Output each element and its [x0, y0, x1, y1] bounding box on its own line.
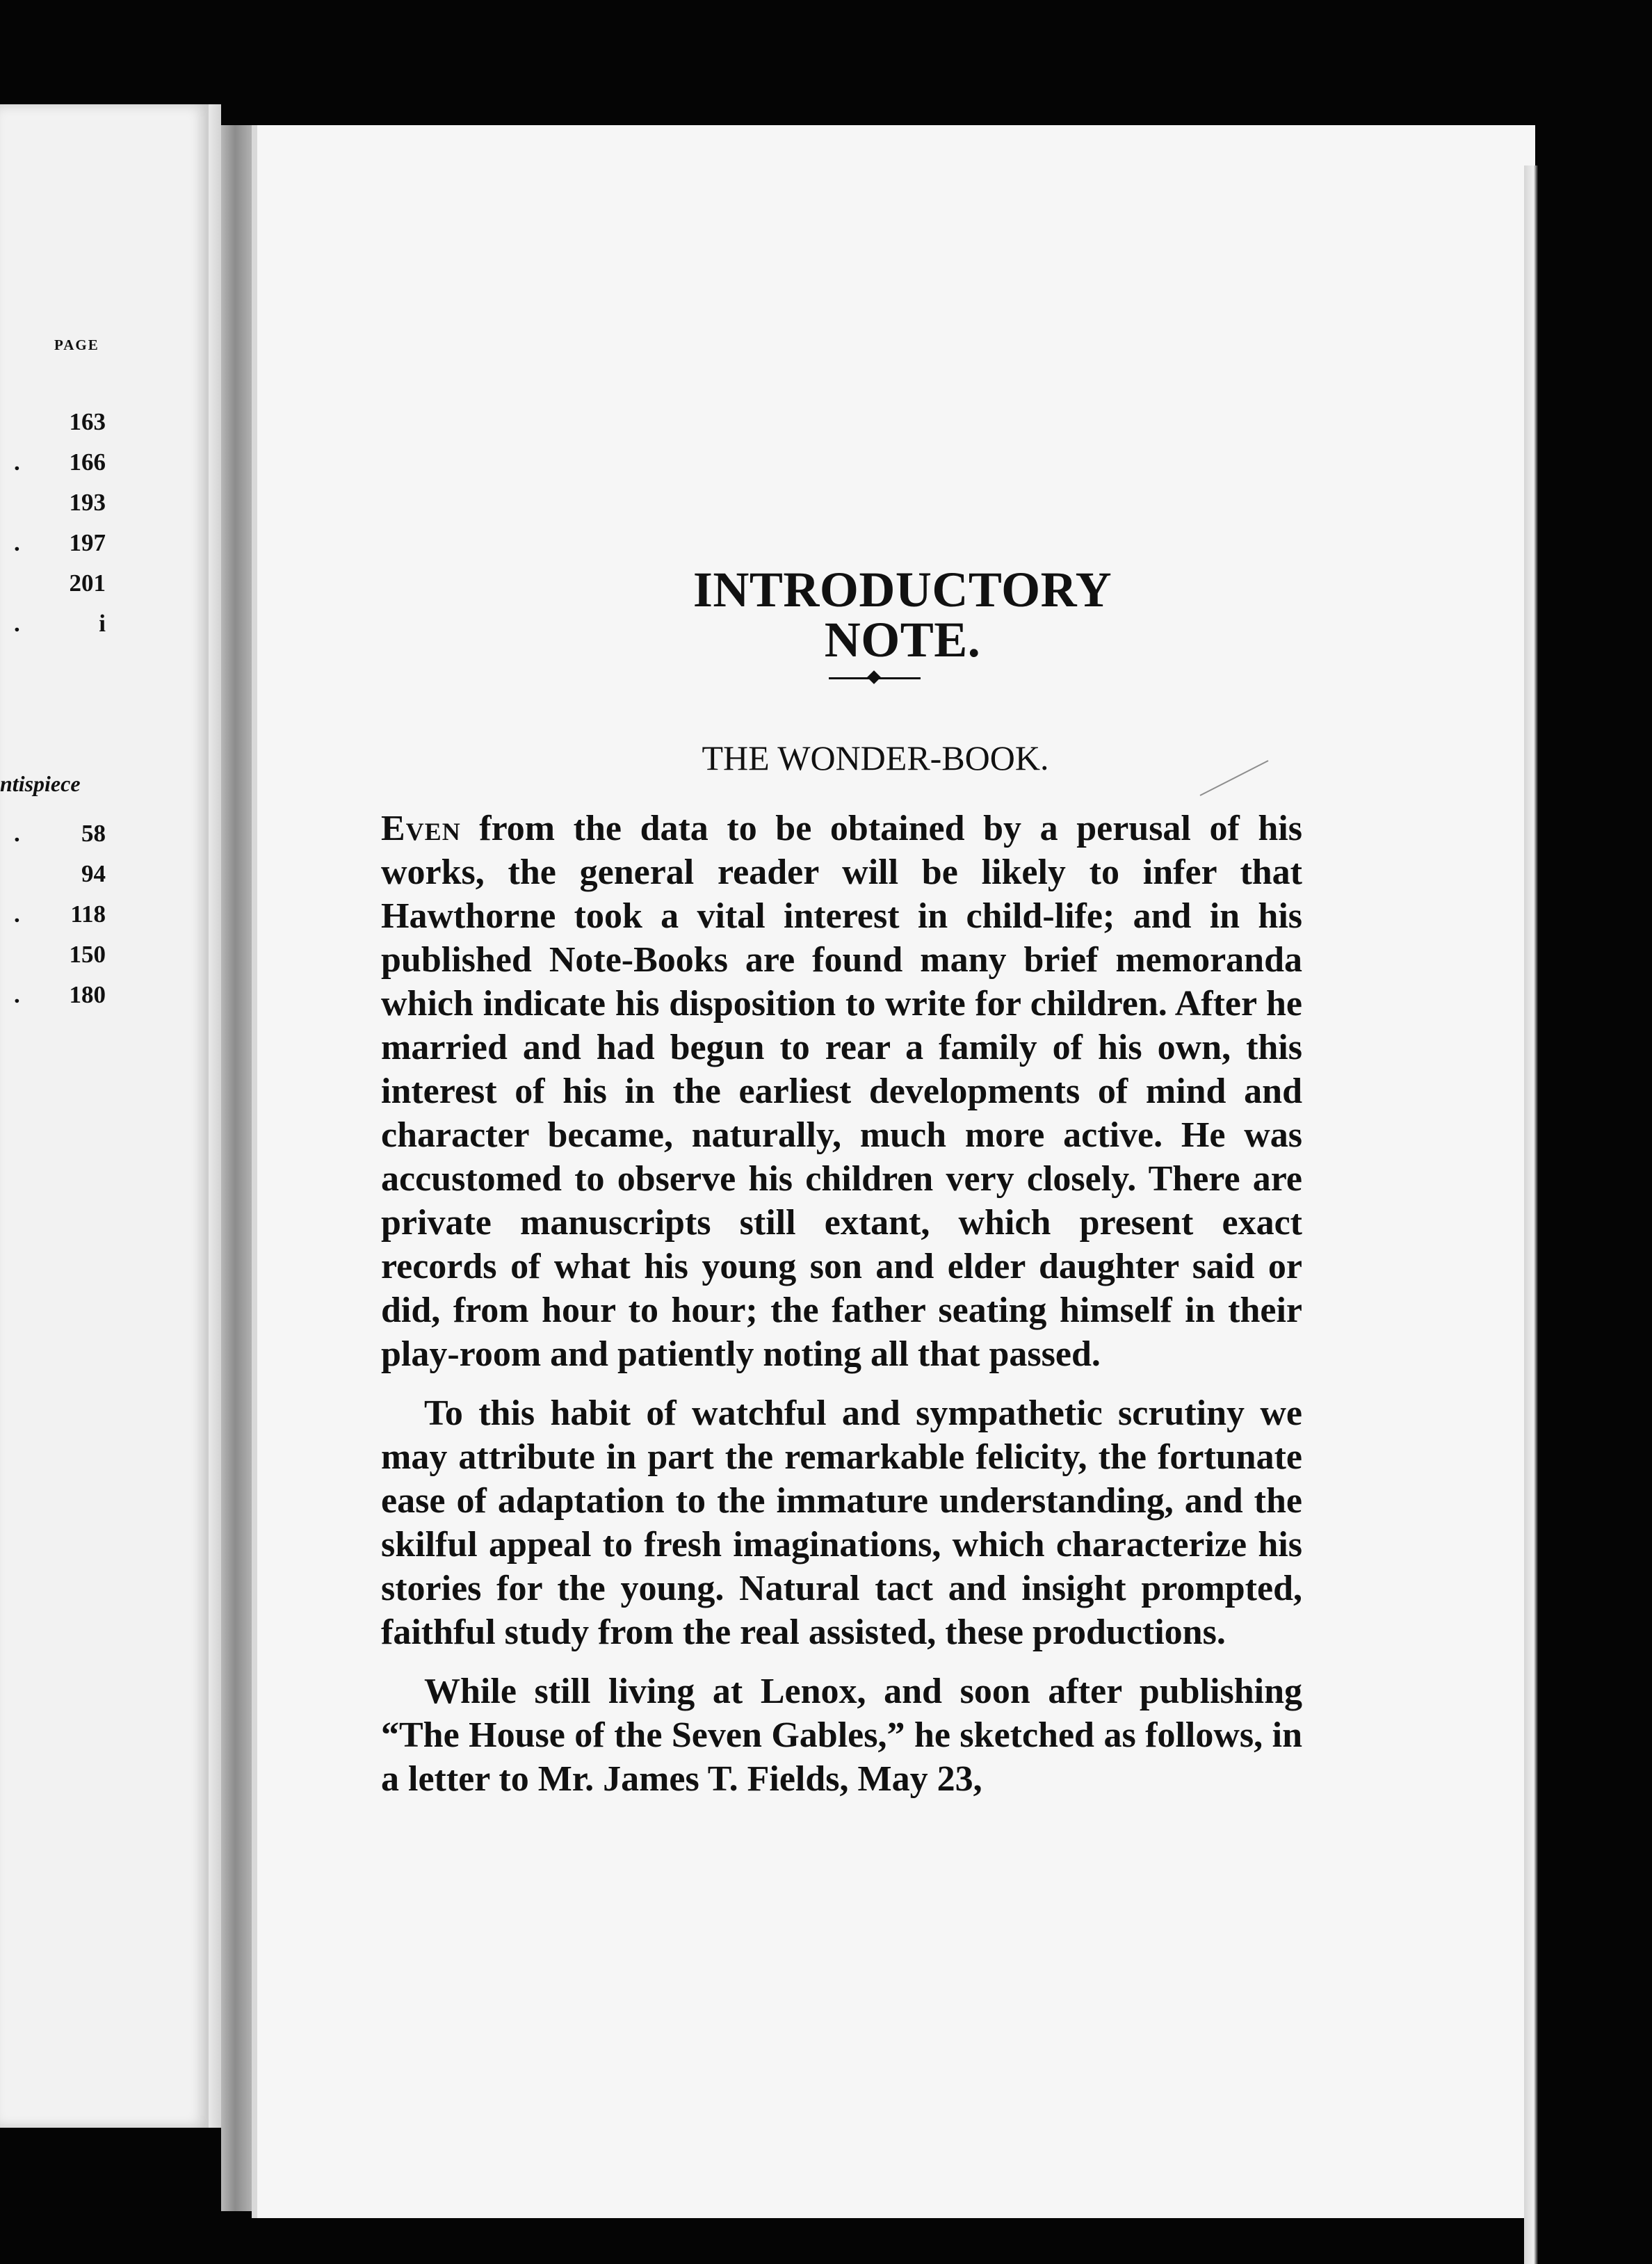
- illustration-dot: .: [14, 820, 20, 847]
- title-ornament: [829, 672, 921, 684]
- illustrations-heading-fragment: ntispiece: [0, 771, 81, 796]
- illustration-row: [0, 894, 106, 935]
- toc-row: [0, 442, 106, 483]
- toc-row: [0, 523, 106, 563]
- section-subtitle: THE WONDER-BOOK.: [702, 738, 1049, 777]
- illustration-page-number: 58: [81, 820, 106, 847]
- ornament-diamond-icon: [867, 670, 881, 684]
- illustrations-page-numbers: [0, 814, 106, 1015]
- body-text: [381, 807, 1302, 1801]
- illustration-dot: .: [14, 981, 20, 1008]
- body-paragraph: To this habit of watchful and sympathetic scrutiny we may attribute in part the remarkable felicity, the fortunate ease of adaptation to the immature understanding, and the skilful appeal to fresh imaginations, which characterize his stories for the young. Natural tact and insight prompted, faithful study from the real assisted, these productions.: [381, 1393, 1302, 1652]
- illustration-dot: .: [14, 900, 20, 928]
- illustration-row: [0, 814, 106, 854]
- illustration-page-number: 94: [81, 860, 106, 887]
- paragraph-text: from the data to be obtained by a perusal of his works, the general reader will be likely to infer that Hawthorne took a vital interest in child-life; and in his published Note-Books are found many brief memoranda which indicate his disposition to write for children. After he married and had begun to rear a family of his own, this interest of his in the earliest developments of mind and character became, naturally, much more active. He was accustomed to observe his children very closely. There are private manuscripts still extant, which present exact records of what his young son and elder daughter said or did, from hour to hour; the father seating himself in their play-room and patiently noting all that passed.: [381, 809, 1302, 1374]
- illustration-page-number: 180: [69, 981, 106, 1008]
- illustration-row: [0, 935, 106, 975]
- toc-dot: .: [14, 610, 20, 637]
- illustration-page-number: 118: [70, 900, 106, 928]
- toc-page-number: 166: [69, 448, 106, 476]
- toc-row: [0, 483, 106, 523]
- toc-page-number: 201: [69, 569, 106, 597]
- illustration-row: [0, 854, 106, 894]
- toc-dot: .: [14, 529, 20, 556]
- toc-page-number: 197: [69, 529, 106, 556]
- toc-page-number: 193: [69, 489, 106, 516]
- toc-row: [0, 402, 106, 442]
- toc-dot: .: [14, 448, 20, 476]
- body-paragraph: [381, 807, 1302, 1376]
- toc-page-header: PAGE: [54, 337, 99, 353]
- page-title: INTRODUCTORY NOTE.: [693, 562, 1112, 668]
- right-page-edge: [1524, 165, 1538, 2264]
- toc-page-number: i: [99, 610, 106, 637]
- toc-page-number: 163: [69, 408, 106, 435]
- illustration-page-number: 150: [69, 941, 106, 968]
- toc-row: [0, 563, 106, 604]
- illustration-row: [0, 975, 106, 1015]
- paragraph-opening-word: Even: [381, 809, 461, 848]
- toc-page-numbers: [0, 402, 106, 644]
- toc-row: [0, 604, 106, 644]
- body-paragraph: While still living at Lenox, and soon after publishing “The House of the Seven Gables,” he sketched as follows, in a letter to Mr. James T. Fields, May 23,: [381, 1672, 1302, 1799]
- left-page-edge: [209, 104, 221, 2128]
